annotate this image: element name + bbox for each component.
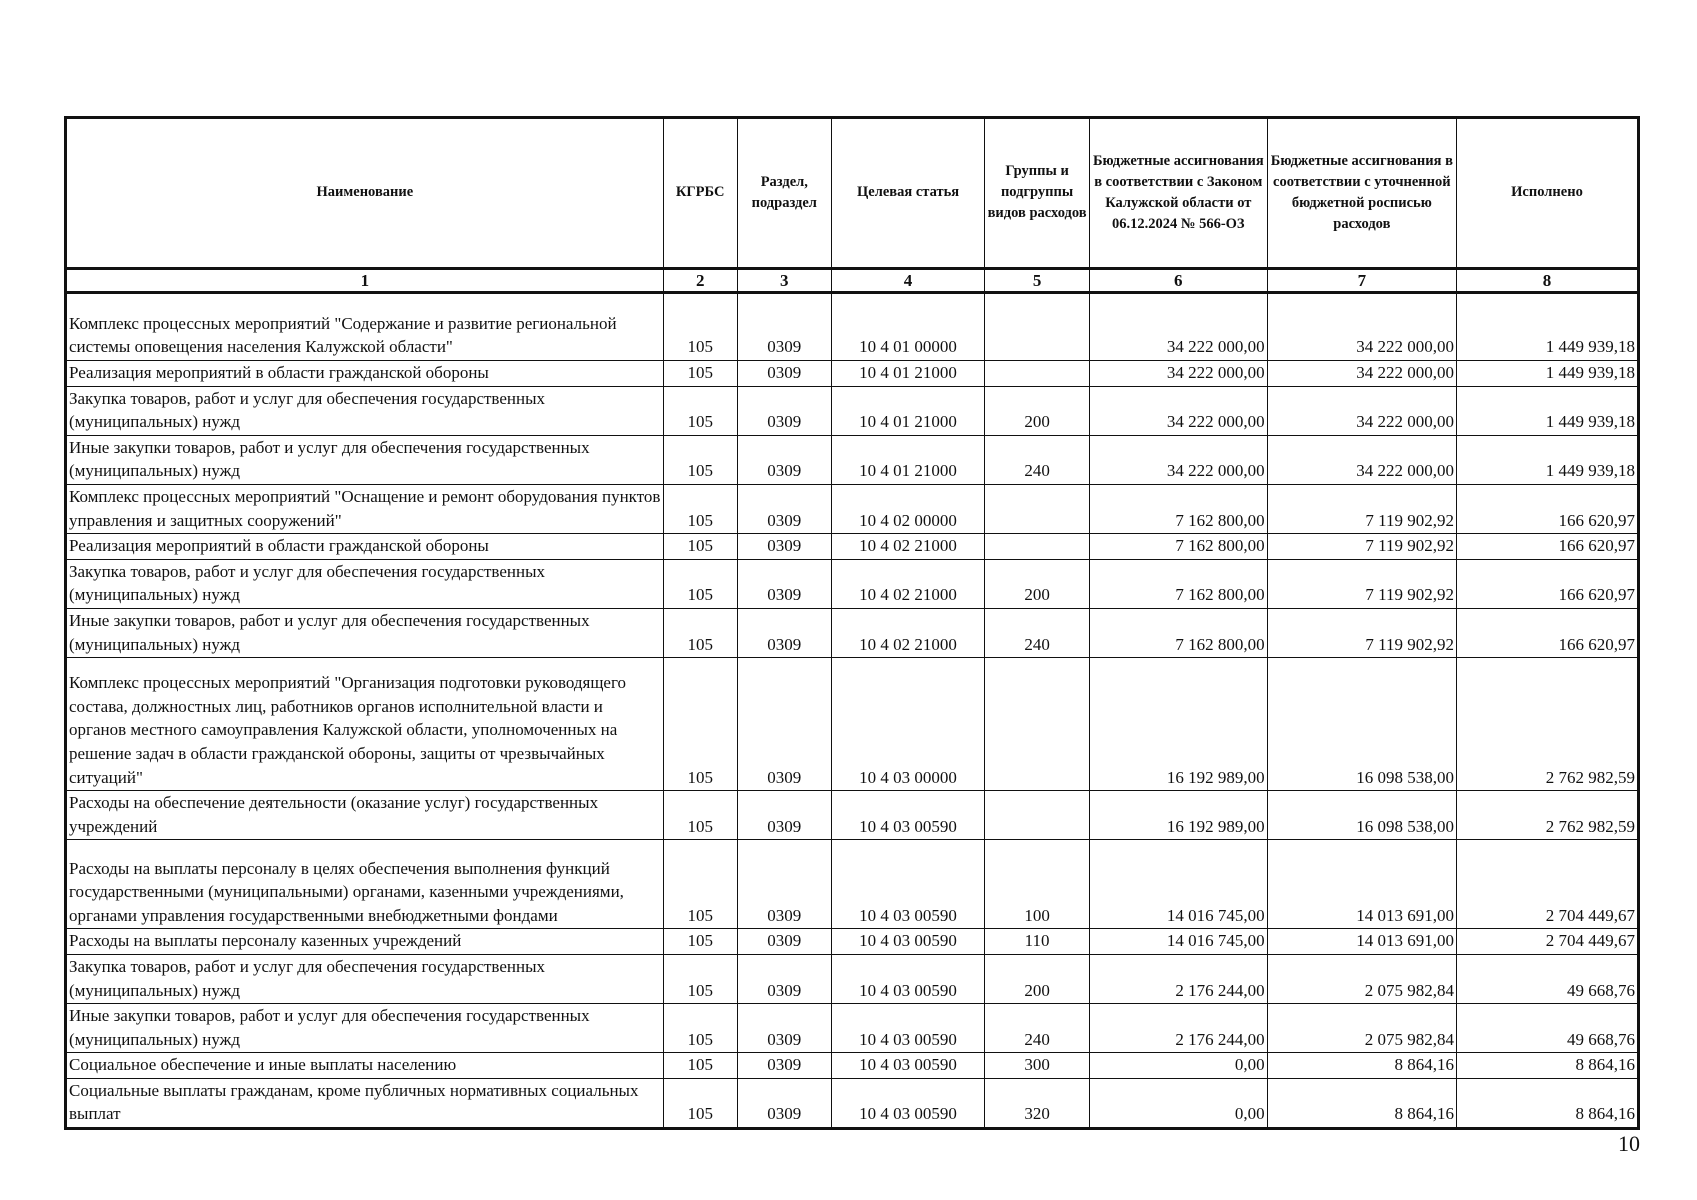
row-refined-budget: 34 222 000,00 [1267, 435, 1456, 484]
row-razdel: 0309 [737, 608, 831, 657]
page-number: 10 [1618, 1131, 1640, 1156]
row-executed: 2 704 449,67 [1457, 929, 1639, 955]
row-name: Иные закупки товаров, работ и услуг для обеспечения государственных (муниципальных) нужд [66, 608, 664, 657]
row-law-budget: 16 192 989,00 [1089, 791, 1267, 840]
column-number-row [66, 269, 1639, 293]
row-group: 200 [985, 954, 1090, 1003]
row-razdel: 0309 [737, 386, 831, 435]
header-groups: Группы и подгруппы видов расходов [985, 118, 1090, 269]
table-row [66, 559, 1639, 608]
row-razdel: 0309 [737, 293, 831, 361]
header-kgrbs: КГРБС [663, 118, 737, 269]
row-kgrbs: 105 [663, 1078, 737, 1128]
row-executed: 2 704 449,67 [1457, 840, 1639, 929]
row-kgrbs: 105 [663, 386, 737, 435]
row-target: 10 4 03 00590 [831, 954, 984, 1003]
header-executed: Исполнено [1457, 118, 1639, 269]
row-executed: 1 449 939,18 [1457, 293, 1639, 361]
row-razdel: 0309 [737, 534, 831, 560]
table-row [66, 658, 1639, 791]
row-razdel: 0309 [737, 1078, 831, 1128]
column-number: 6 [1089, 269, 1267, 293]
row-group: 320 [985, 1078, 1090, 1128]
header-row [66, 118, 1639, 269]
row-razdel: 0309 [737, 1004, 831, 1053]
row-target: 10 4 01 21000 [831, 435, 984, 484]
row-name: Социальные выплаты гражданам, кроме публичных нормативных социальных выплат [66, 1078, 664, 1128]
row-name: Закупка товаров, работ и услуг для обеспечения государственных (муниципальных) нужд [66, 386, 664, 435]
row-name: Реализация мероприятий в области гражданской обороны [66, 361, 664, 387]
column-number: 2 [663, 269, 737, 293]
row-refined-budget: 7 119 902,92 [1267, 559, 1456, 608]
row-refined-budget: 8 864,16 [1267, 1078, 1456, 1128]
row-executed: 166 620,97 [1457, 484, 1639, 533]
row-law-budget: 0,00 [1089, 1053, 1267, 1079]
row-kgrbs: 105 [663, 293, 737, 361]
row-kgrbs: 105 [663, 534, 737, 560]
row-group: 100 [985, 840, 1090, 929]
row-law-budget: 7 162 800,00 [1089, 484, 1267, 533]
row-executed: 1 449 939,18 [1457, 361, 1639, 387]
column-number: 7 [1267, 269, 1456, 293]
column-number: 5 [985, 269, 1090, 293]
row-executed: 166 620,97 [1457, 608, 1639, 657]
row-refined-budget: 34 222 000,00 [1267, 293, 1456, 361]
row-name: Социальное обеспечение и иные выплаты населению [66, 1053, 664, 1079]
row-razdel: 0309 [737, 361, 831, 387]
row-executed: 166 620,97 [1457, 534, 1639, 560]
row-law-budget: 14 016 745,00 [1089, 929, 1267, 955]
row-refined-budget: 7 119 902,92 [1267, 608, 1456, 657]
row-law-budget: 7 162 800,00 [1089, 559, 1267, 608]
row-group [985, 791, 1090, 840]
row-kgrbs: 105 [663, 484, 737, 533]
row-executed: 166 620,97 [1457, 559, 1639, 608]
row-kgrbs: 105 [663, 559, 737, 608]
row-refined-budget: 14 013 691,00 [1267, 840, 1456, 929]
row-name: Комплекс процессных мероприятий "Организация подготовки руководящего состава, должностных лиц, работников органов исполнительной власти и органов местного самоуправления Калужской области, уполномоченных на решение задач в области гражданской обороны, защиты от чрезвычайных ситуаций" [66, 658, 664, 791]
row-kgrbs: 105 [663, 435, 737, 484]
table-row [66, 929, 1639, 955]
row-razdel: 0309 [737, 954, 831, 1003]
row-kgrbs: 105 [663, 954, 737, 1003]
row-razdel: 0309 [737, 559, 831, 608]
row-name: Расходы на выплаты персоналу казенных учреждений [66, 929, 664, 955]
row-executed: 2 762 982,59 [1457, 791, 1639, 840]
row-law-budget: 34 222 000,00 [1089, 435, 1267, 484]
row-law-budget: 7 162 800,00 [1089, 608, 1267, 657]
row-name: Комплекс процессных мероприятий "Оснащение и ремонт оборудования пунктов управления и защитных сооружений" [66, 484, 664, 533]
row-refined-budget: 34 222 000,00 [1267, 386, 1456, 435]
table-row [66, 484, 1639, 533]
row-law-budget: 34 222 000,00 [1089, 361, 1267, 387]
row-executed: 49 668,76 [1457, 954, 1639, 1003]
row-law-budget: 2 176 244,00 [1089, 954, 1267, 1003]
row-target: 10 4 01 21000 [831, 361, 984, 387]
row-law-budget: 0,00 [1089, 1078, 1267, 1128]
row-name: Расходы на обеспечение деятельности (оказание услуг) государственных учреждений [66, 791, 664, 840]
column-number: 3 [737, 269, 831, 293]
table-row [66, 435, 1639, 484]
header-razdel: Раздел, подраздел [737, 118, 831, 269]
row-target: 10 4 02 21000 [831, 608, 984, 657]
row-target: 10 4 03 00590 [831, 1078, 984, 1128]
row-group: 200 [985, 559, 1090, 608]
row-target: 10 4 03 00590 [831, 840, 984, 929]
row-group: 240 [985, 435, 1090, 484]
column-number: 8 [1457, 269, 1639, 293]
row-law-budget: 7 162 800,00 [1089, 534, 1267, 560]
row-executed: 8 864,16 [1457, 1053, 1639, 1079]
row-kgrbs: 105 [663, 608, 737, 657]
row-law-budget: 2 176 244,00 [1089, 1004, 1267, 1053]
row-kgrbs: 105 [663, 791, 737, 840]
row-refined-budget: 7 119 902,92 [1267, 484, 1456, 533]
table-row [66, 386, 1639, 435]
table-body [66, 293, 1639, 1129]
row-name: Расходы на выплаты персоналу в целях обеспечения выполнения функций государственными (муниципальными) органами, казенными учреждениями, органами управления государственными внебюджетными фондами [66, 840, 664, 929]
row-group [985, 484, 1090, 533]
row-group [985, 293, 1090, 361]
row-name: Комплекс процессных мероприятий "Содержание и развитие региональной системы оповещения населения Калужской области" [66, 293, 664, 361]
row-target: 10 4 01 00000 [831, 293, 984, 361]
row-executed: 1 449 939,18 [1457, 386, 1639, 435]
row-group: 240 [985, 1004, 1090, 1053]
row-law-budget: 34 222 000,00 [1089, 293, 1267, 361]
table-row [66, 1078, 1639, 1128]
row-law-budget: 14 016 745,00 [1089, 840, 1267, 929]
table-row [66, 1053, 1639, 1079]
row-razdel: 0309 [737, 435, 831, 484]
row-target: 10 4 02 21000 [831, 534, 984, 560]
row-executed: 8 864,16 [1457, 1078, 1639, 1128]
row-kgrbs: 105 [663, 929, 737, 955]
column-number: 1 [66, 269, 664, 293]
table-row [66, 840, 1639, 929]
header-name: Наименование [66, 118, 664, 269]
budget-table [64, 116, 1640, 1130]
row-group [985, 361, 1090, 387]
row-group [985, 658, 1090, 791]
row-name: Иные закупки товаров, работ и услуг для обеспечения государственных (муниципальных) нужд [66, 1004, 664, 1053]
row-razdel: 0309 [737, 658, 831, 791]
row-kgrbs: 105 [663, 1004, 737, 1053]
row-razdel: 0309 [737, 1053, 831, 1079]
table-row [66, 1004, 1639, 1053]
table-row [66, 954, 1639, 1003]
row-target: 10 4 03 00590 [831, 1053, 984, 1079]
row-refined-budget: 16 098 538,00 [1267, 791, 1456, 840]
row-refined-budget: 14 013 691,00 [1267, 929, 1456, 955]
table-row [66, 791, 1639, 840]
table-row [66, 608, 1639, 657]
row-name: Иные закупки товаров, работ и услуг для обеспечения государственных (муниципальных) нужд [66, 435, 664, 484]
row-law-budget: 34 222 000,00 [1089, 386, 1267, 435]
row-target: 10 4 01 21000 [831, 386, 984, 435]
row-refined-budget: 16 098 538,00 [1267, 658, 1456, 791]
row-kgrbs: 105 [663, 840, 737, 929]
row-target: 10 4 03 00590 [831, 929, 984, 955]
row-target: 10 4 02 00000 [831, 484, 984, 533]
row-kgrbs: 105 [663, 658, 737, 791]
row-target: 10 4 02 21000 [831, 559, 984, 608]
row-name: Закупка товаров, работ и услуг для обеспечения государственных (муниципальных) нужд [66, 954, 664, 1003]
row-razdel: 0309 [737, 929, 831, 955]
row-executed: 1 449 939,18 [1457, 435, 1639, 484]
row-refined-budget: 34 222 000,00 [1267, 361, 1456, 387]
row-name: Закупка товаров, работ и услуг для обеспечения государственных (муниципальных) нужд [66, 559, 664, 608]
row-group: 200 [985, 386, 1090, 435]
table-row [66, 293, 1639, 361]
row-target: 10 4 03 00590 [831, 1004, 984, 1053]
row-group: 300 [985, 1053, 1090, 1079]
row-razdel: 0309 [737, 840, 831, 929]
row-group: 240 [985, 608, 1090, 657]
row-kgrbs: 105 [663, 1053, 737, 1079]
row-refined-budget: 7 119 902,92 [1267, 534, 1456, 560]
column-number: 4 [831, 269, 984, 293]
row-name: Реализация мероприятий в области гражданской обороны [66, 534, 664, 560]
row-target: 10 4 03 00590 [831, 791, 984, 840]
row-kgrbs: 105 [663, 361, 737, 387]
row-refined-budget: 8 864,16 [1267, 1053, 1456, 1079]
row-refined-budget: 2 075 982,84 [1267, 954, 1456, 1003]
row-refined-budget: 2 075 982,84 [1267, 1004, 1456, 1053]
header-refined-budget: Бюджетные ассигнования в соответствии с уточненной бюджетной росписью расходов [1267, 118, 1456, 269]
header-law-budget: Бюджетные ассигнования в соответствии с Законом Калужской области от 06.12.2024 № 566-ОЗ [1089, 118, 1267, 269]
table-row [66, 361, 1639, 387]
row-razdel: 0309 [737, 484, 831, 533]
row-law-budget: 16 192 989,00 [1089, 658, 1267, 791]
row-razdel: 0309 [737, 791, 831, 840]
table-row [66, 534, 1639, 560]
row-target: 10 4 03 00000 [831, 658, 984, 791]
header-target: Целевая статья [831, 118, 984, 269]
row-group: 110 [985, 929, 1090, 955]
row-group [985, 534, 1090, 560]
row-executed: 49 668,76 [1457, 1004, 1639, 1053]
row-executed: 2 762 982,59 [1457, 658, 1639, 791]
